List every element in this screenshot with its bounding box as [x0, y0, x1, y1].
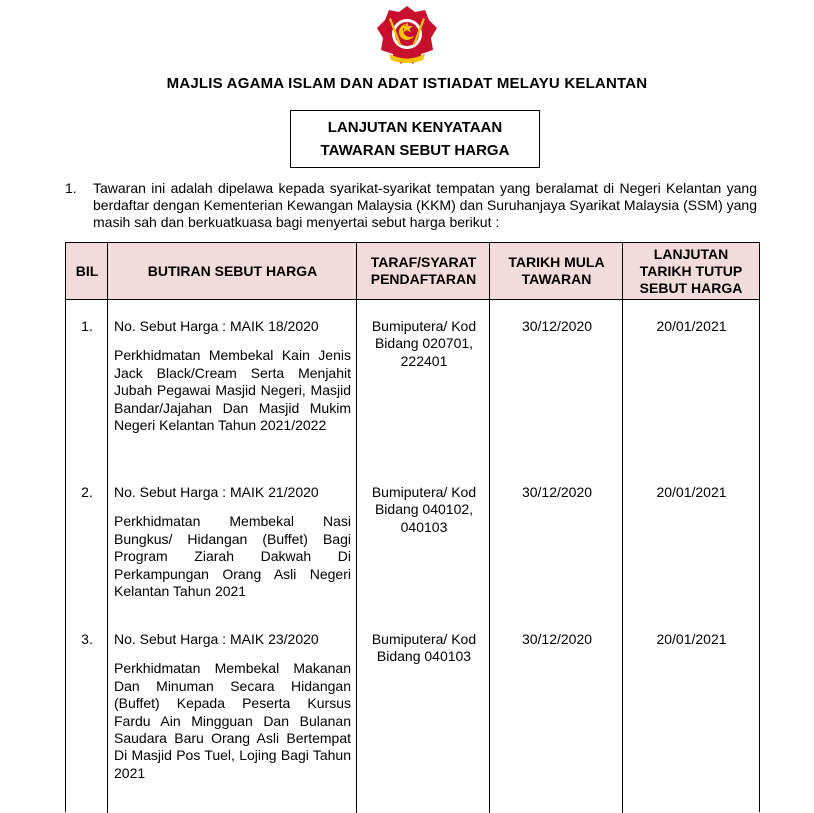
intro-text: Tawaran ini adalah dipelawa kepada syarikat-syarikat tempatan yang beralamat di Negeri Kelantan yang berdaftar dengan Kementerian Kewangan Malaysia (KKM) dan Suruhanjaya Syarikat Malaysia (SSM) yang masih sah dan berkuatkuasa bagi menyertai sebut harga berikut :	[93, 180, 757, 230]
organization-title: MAJLIS AGAMA ISLAM DAN ADAT ISTIADAT MELAYU KELANTAN	[166, 75, 648, 92]
row-registration: Bumiputera/ Kod Bidang 020701, 222401	[371, 318, 477, 369]
row-details	[114, 318, 351, 434]
row-bil: 3.	[81, 631, 93, 647]
intro-paragraph	[65, 180, 757, 231]
notice-title-box	[290, 110, 540, 168]
row-closing-date: 20/01/2021	[656, 484, 727, 500]
column-header-butiran: BUTIRAN SEBUT HARGA	[147, 262, 318, 279]
row-start-date: 30/12/2020	[521, 631, 593, 647]
table-header	[66, 243, 759, 300]
state-religious-council-crest-icon	[375, 4, 439, 68]
intro-number: 1.	[65, 180, 77, 196]
row-details	[114, 631, 351, 782]
row-closing-date: 20/01/2021	[656, 631, 727, 647]
row-registration: Bumiputera/ Kod Bidang 040103	[371, 631, 477, 665]
quotation-reference: No. Sebut Harga : MAIK 18/2020	[114, 318, 319, 334]
column-header-tutup: LANJUTAN TARIKH TUTUP SEBUT HARGA	[639, 245, 743, 296]
row-start-date: 30/12/2020	[521, 318, 593, 334]
row-start-date: 30/12/2020	[521, 484, 593, 500]
column-header-taraf: TARAF/SYARAT PENDAFTARAN	[370, 254, 477, 287]
notice-title-line2: TAWARAN SEBUT HARGA	[320, 142, 510, 159]
column-divider	[356, 243, 357, 813]
column-header-mula: TARIKH MULA TAWARAN	[508, 254, 605, 287]
row-closing-date: 20/01/2021	[656, 318, 727, 334]
tender-table	[65, 242, 760, 812]
row-registration: Bumiputera/ Kod Bidang 040102, 040103	[371, 484, 477, 535]
quotation-reference: No. Sebut Harga : MAIK 21/2020	[114, 484, 319, 500]
row-bil: 2.	[81, 484, 93, 500]
row-details	[114, 484, 351, 600]
column-header-bil: BIL	[75, 262, 99, 279]
notice-title-line1: LANJUTAN KENYATAAN	[327, 119, 503, 136]
quotation-description: Perkhidmatan Membekal Makanan Dan Minuman Secara Hidangan (Buffet) Kepada Peserta Kursus Fardu Ain Mingguan Dan Bulanan Saudara Baru Orang Asli Bertempat Di Masjid Pos Tuel, Lojing Bagi Tahun 2021	[114, 660, 351, 781]
quotation-description: Perkhidmatan Membekal Nasi Bungkus/ Hidangan (Buffet) Bagi Program Ziarah Dakwah Di Perkampungan Orang Asli Negeri Kelantan Tahun 2021	[114, 513, 351, 600]
quotation-description: Perkhidmatan Membekal Kain Jenis Jack Black/Cream Serta Menjahit Jubah Pegawai Masjid Negeri, Masjid Bandar/Jajahan Dan Masjid Mukim Negeri Kelantan Tahun 2021/2022	[114, 347, 351, 434]
quotation-reference: No. Sebut Harga : MAIK 23/2020	[114, 631, 319, 647]
row-bil: 1.	[81, 318, 93, 334]
